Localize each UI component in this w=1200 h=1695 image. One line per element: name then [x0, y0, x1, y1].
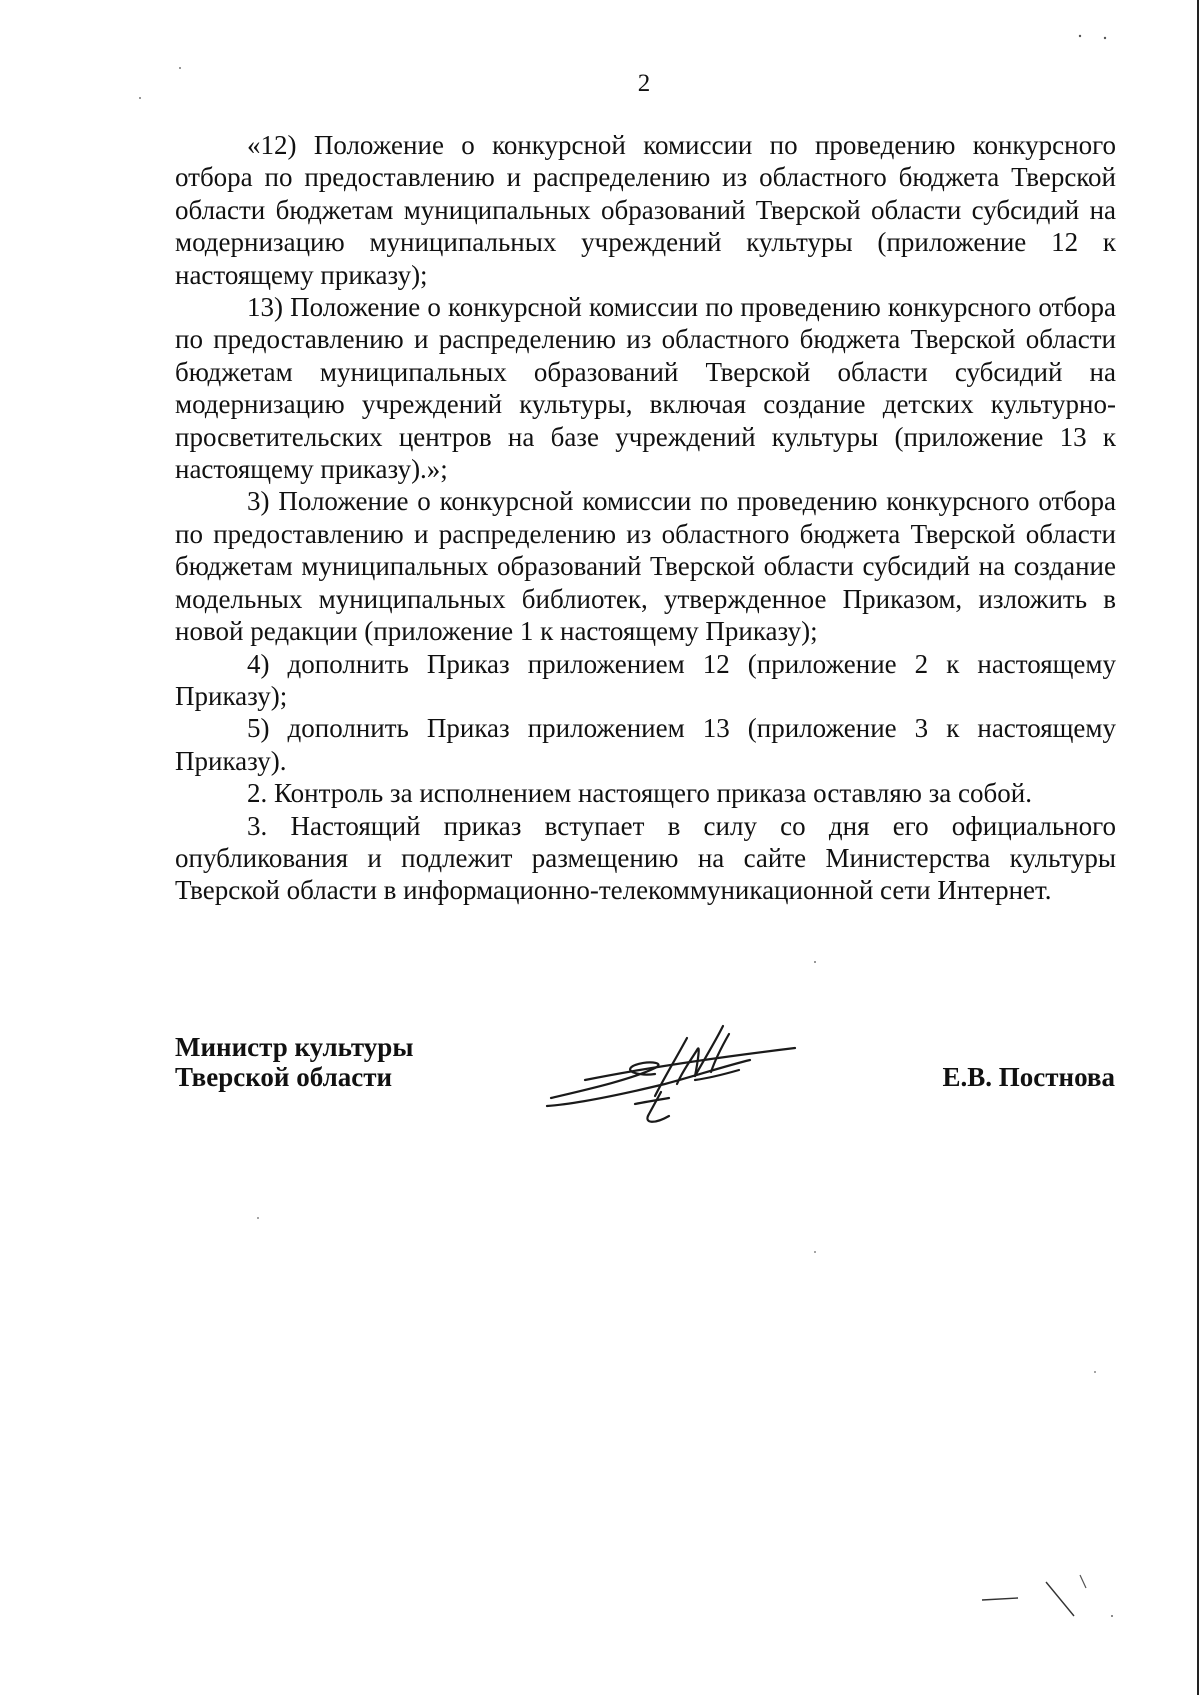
paragraph-item-3: 3) Положение о конкурсной комиссии по проведению конкурсного отбора по предоставлению и распределению из областного бюджета Тверской области бюджетам муниципальных образований Тверской области субсидий на создание модельных муниципальных библиотек, утвержденное Приказом, изложить в новой редакции (приложение 1 к настоящему Приказу);	[175, 486, 1116, 647]
paragraph-item-12: «12) Положение о конкурсной комиссии по проведению конкурсного отбора по предоставлению и распределению из областного бюджета Тверской области бюджетам муниципальных образований Тверской области субсидий на модернизацию муниципальных учреждений культуры (приложение 12 к настоящему приказу);	[175, 130, 1116, 290]
paragraph-section-3: 3. Настоящий приказ вступает в силу со дня его официального опубликования и подлежит размещению на сайте Министерства культуры Тверской области в информационно-телекоммуникационной сети Интернет.	[175, 810, 1116, 906]
document-body	[175, 129, 1116, 907]
signatory-name: Е.В. Постнова	[942, 1062, 1115, 1092]
paragraph-item-4: 4) дополнить Приказ приложением 12 (приложение 2 к настоящему Приказу);	[175, 648, 1116, 711]
signatory-title-line2: Тверской области	[175, 1062, 393, 1092]
handwritten-signature	[545, 1020, 815, 1140]
paragraph-item-13: 13) Положение о конкурсной комиссии по проведению конкурсного отбора по предоставлению и распределению из областного бюджета Тверской области бюджетам муниципальных образований Тверской области субсидий на модернизацию учреждений культуры, включая создание детских культурно-просветительских центров на базе учреждений культуры (приложение 13 к настоящему приказу).»;	[175, 292, 1116, 485]
signatory-title-line1: Министр культуры	[175, 1032, 414, 1062]
signatory-title	[175, 1032, 413, 1092]
signature-block	[175, 1032, 1115, 1172]
paragraph-section-2: 2. Контроль за исполнением настоящего приказа оставляю за собой.	[247, 778, 1032, 809]
page-number: 2	[637, 70, 651, 97]
paragraph-item-5: 5) дополнить Приказ приложением 13 (приложение 3 к настоящему Приказу).	[175, 713, 1116, 776]
